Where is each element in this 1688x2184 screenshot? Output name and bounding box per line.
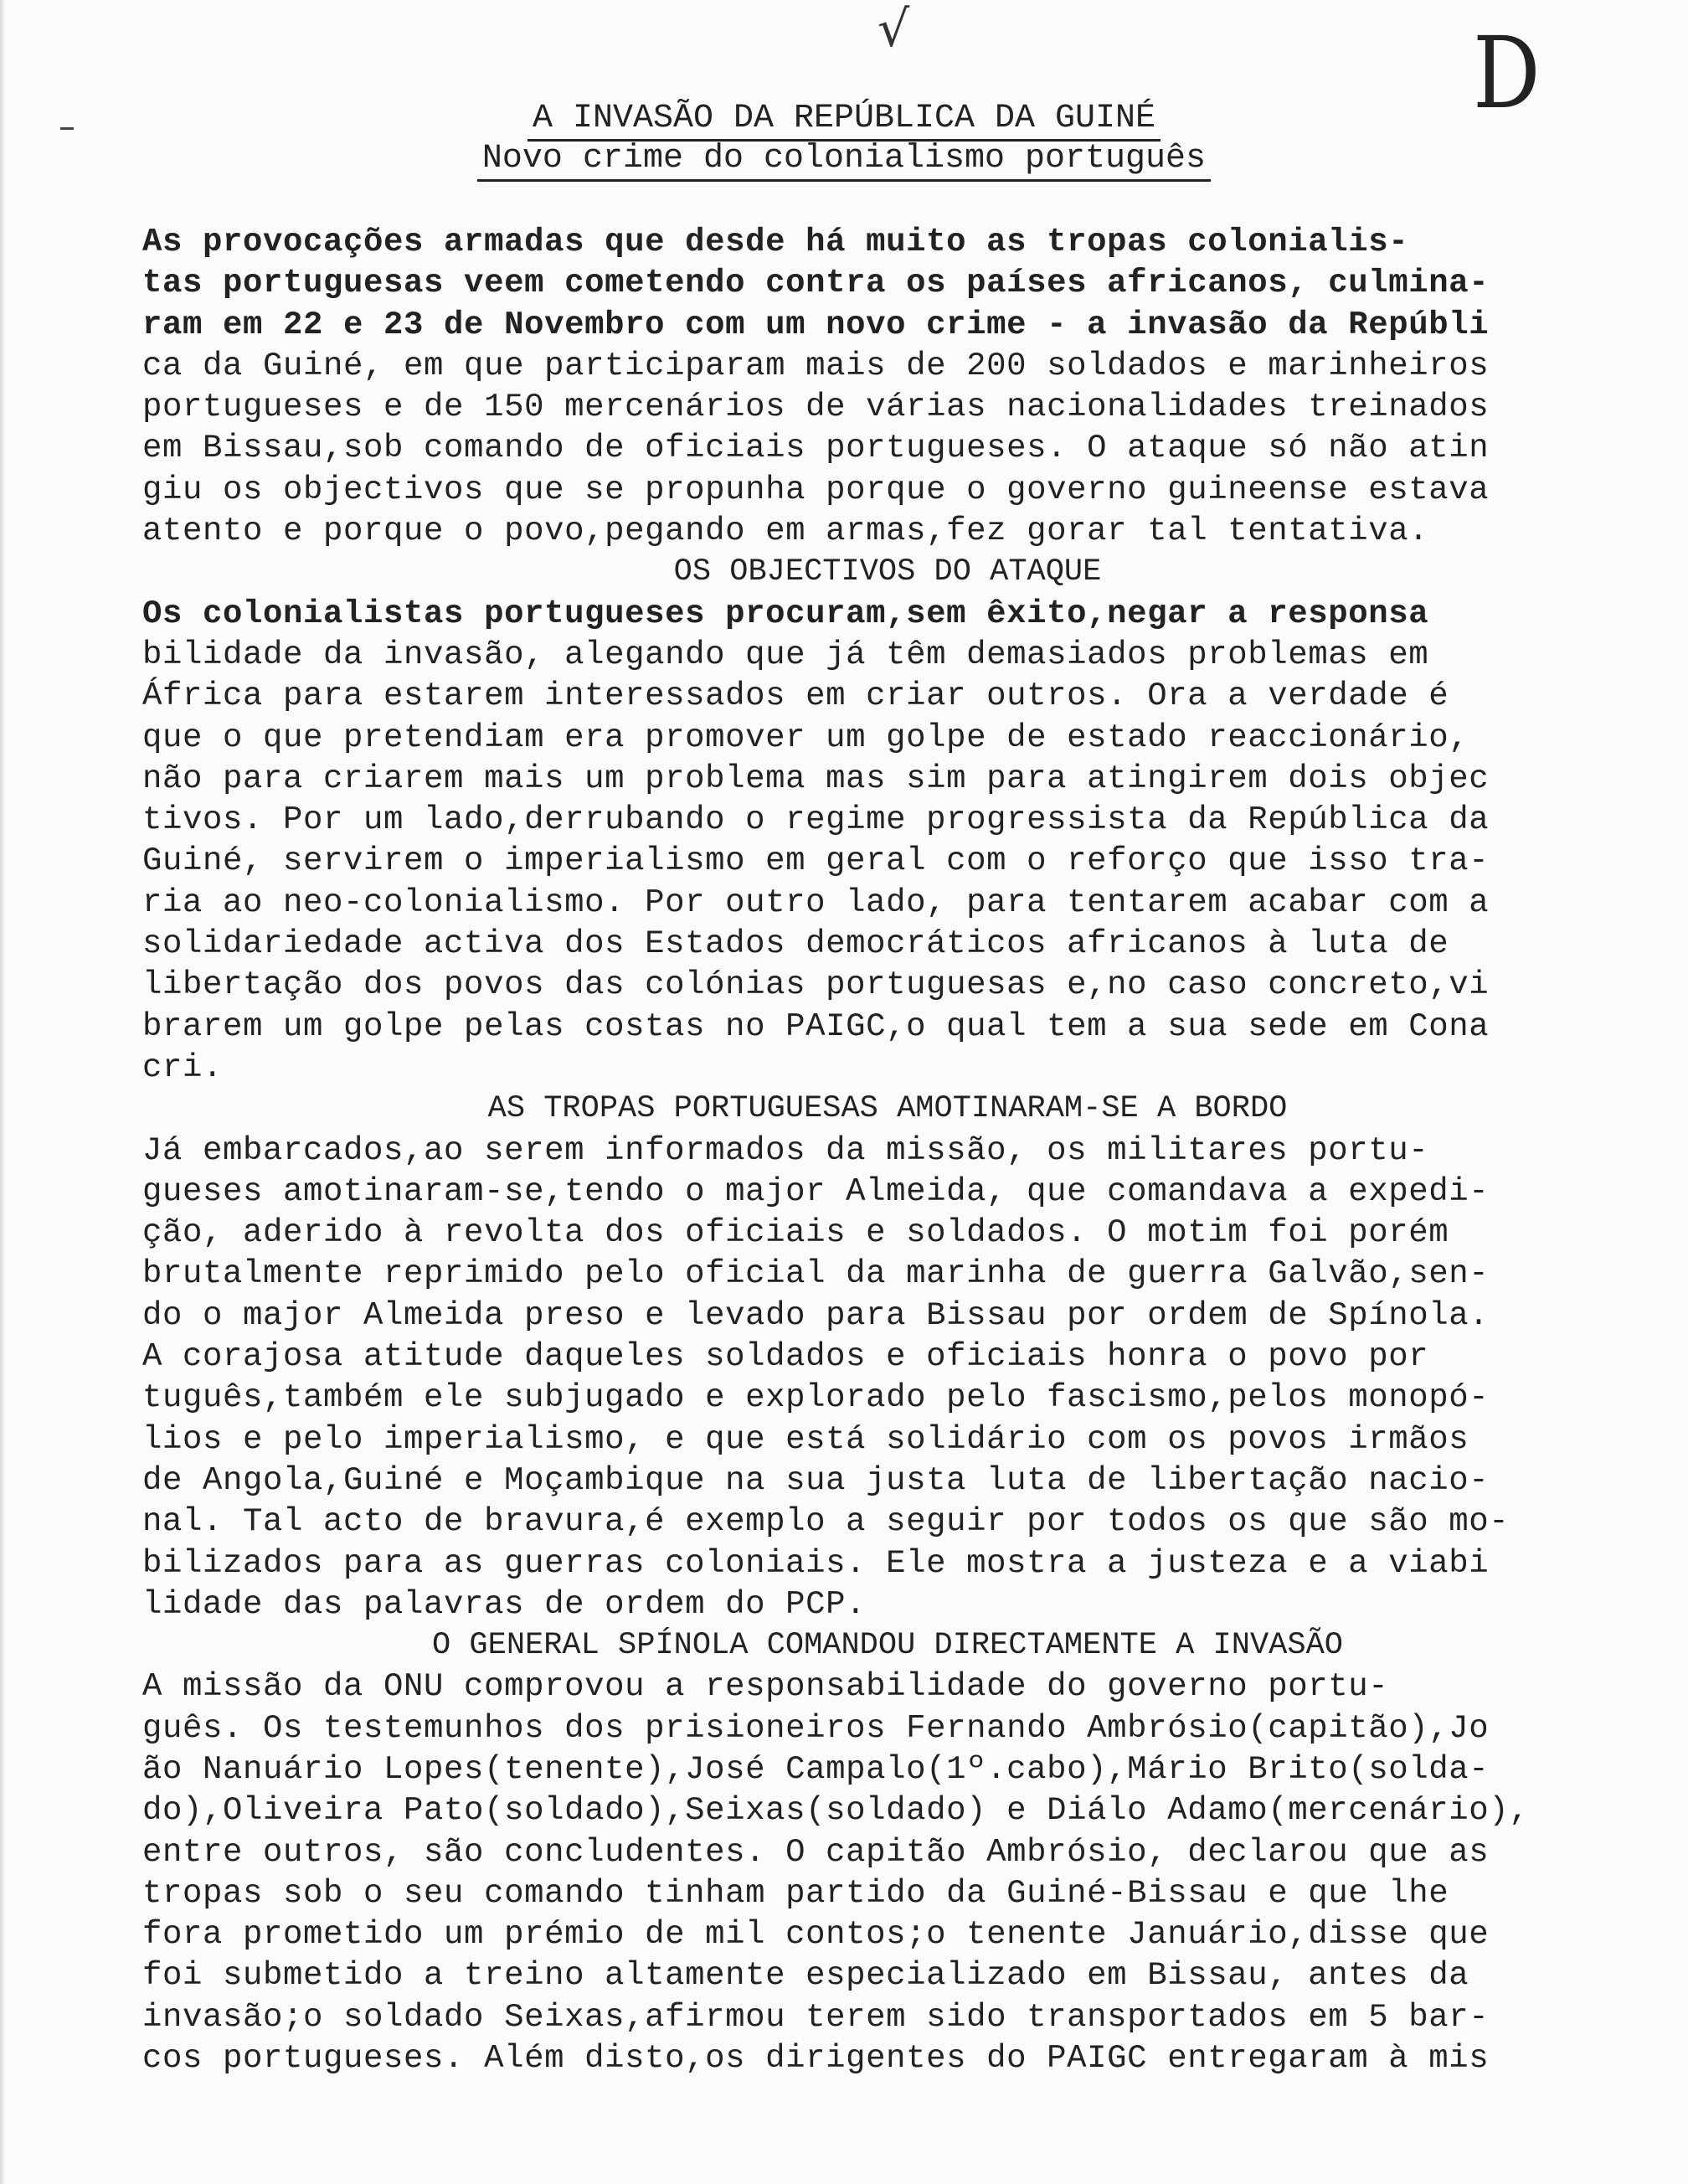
text-line: A corajosa atitude daqueles soldados e oficiais honra o povo por <box>142 1338 1429 1376</box>
text-line: As provocações armadas que desde há muito as tropas colonialis- <box>142 224 1409 260</box>
document-title-text: A INVASÃO DA REPÚBLICA DA GUINÉ <box>528 100 1160 142</box>
text-line: giu os objectivos que se propunha porque o governo guineense estava <box>142 471 1490 508</box>
text-line: invasão;o soldado Seixas,afirmou terem sido transportados em 5 bar- <box>142 1998 1490 2036</box>
text-line: nal. Tal acto de bravura,é exemplo a seguir por todos os que são mo- <box>142 1503 1510 1541</box>
text-line: portugueses e de 150 mercenários de várias nacionalidades treinados <box>142 389 1490 426</box>
text-line: não para criarem mais um problema mas sim para atingirem dois objec <box>142 760 1490 797</box>
text-line: libertação dos povos das colónias portuguesas e,no caso concreto,vi <box>142 966 1490 1004</box>
text-line: ram em 22 e 23 de Novembro com um novo crime - a invasão da Repúbli <box>142 306 1490 343</box>
text-line: guês. Os testemunhos dos prisioneiros Fernando Ambrósio(capitão),Jo <box>142 1709 1490 1747</box>
text-line: Guiné, servirem o imperialismo em geral com o reforço que isso tra- <box>142 842 1490 880</box>
text-line: tas portuguesas veem cometendo contra os países africanos, culmina- <box>142 265 1490 302</box>
text-line: Já embarcados,ao serem informados da missão, os militares portu- <box>142 1131 1429 1169</box>
scan-edge <box>0 0 5 2184</box>
text-line: ria ao neo-colonialismo. Por outro lado, para tentarem acabar com a <box>142 883 1490 921</box>
text-line: brarem um golpe pelas costas no PAIGC,o qual tem a sua sede em Cona <box>142 1007 1490 1045</box>
text-line: África para estarem interessados em criar outros. Ora a verdade é <box>142 677 1449 715</box>
text-line: ção, aderido à revolta dos oficiais e soldados. O motim foi porém <box>142 1214 1449 1252</box>
text-line: A missão da ONU comprovou a responsabilidade do governo portu- <box>142 1668 1389 1706</box>
text-line: que o que pretendiam era promover um golpe de estado reaccionário, <box>142 719 1469 756</box>
text-line: solidariedade activa dos Estados democráticos africanos à luta de <box>142 925 1449 963</box>
text-line: gueses amotinaram-se,tendo o major Almeida, que comandava a expedi- <box>142 1172 1490 1210</box>
text-line: tropas sob o seu comando tinham partido da Guiné-Bissau e que lhe <box>142 1874 1449 1912</box>
text-line: do o major Almeida preso e levado para Bissau por ordem de Spínola. <box>142 1296 1490 1334</box>
document-title <box>0 99 1688 139</box>
section-heading-objectives: OS OBJECTIVOS DO ATAQUE <box>673 554 1102 590</box>
text-line: do),Oliveira Pato(soldado),Seixas(soldado) e Diálo Adamo(mercenário), <box>142 1792 1530 1830</box>
text-line: entre outros, são concludentes. O capitão Ambrósio, declarou que as <box>142 1833 1490 1871</box>
text-line: cri. <box>142 1048 224 1086</box>
text-line: brutalmente reprimido pelo oficial da marinha de guerra Galvão,sen- <box>142 1255 1490 1293</box>
text-line: tivos. Por um lado,derrubando o regime progressista da República da <box>142 801 1490 839</box>
check-mark: √ <box>877 0 910 59</box>
section-heading-spinola: O GENERAL SPÍNOLA COMANDOU DIRECTAMENTE A INVASÃO <box>432 1628 1343 1664</box>
text-line: ão Nanuário Lopes(tenente),José Campalo(1º.cabo),Mário Brito(solda- <box>142 1750 1490 1788</box>
text-line: atento e porque o povo,pegando em armas,fez gorar tal tentativa. <box>142 513 1429 550</box>
text-line: lidade das palavras de ordem do PCP. <box>142 1585 867 1623</box>
article-body <box>142 222 1633 2079</box>
text-line: bilizados para as guerras coloniais. Ele mostra a justeza e a viabi <box>142 1544 1490 1582</box>
section-heading-mutiny: AS TROPAS PORTUGUESAS AMOTINARAM-SE A BORDO <box>487 1091 1288 1127</box>
text-line: ca da Guiné, em que participaram mais de 200 soldados e marinheiros <box>142 347 1490 384</box>
text-line: fora prometido um prémio de mil contos;o tenente Januário,disse que <box>142 1916 1490 1954</box>
text-line: lios e pelo imperialismo, e que está solidário com os povos irmãos <box>142 1420 1469 1458</box>
document-subtitle-text: Novo crime do colonialismo português <box>477 140 1211 182</box>
document-subtitle <box>0 139 1688 179</box>
text-line: foi submetido a treino altamente especializado em Bissau, antes da <box>142 1957 1469 1995</box>
text-line: em Bissau,sob comando de oficiais portugueses. O ataque só não atin <box>142 430 1490 467</box>
corner-letter-mark: D <box>1473 15 1541 131</box>
text-line: bilidade da invasão, alegando que já têm demasiados problemas em <box>142 636 1429 673</box>
text-line: cos portugueses. Além disto,os dirigentes do PAIGC entregaram à mis <box>142 2040 1490 2078</box>
text-line: Os colonialistas portugueses procuram,sem êxito,negar a responsa <box>142 595 1429 632</box>
text-line: de Angola,Guiné e Moçambique na sua justa luta de libertação nacio- <box>142 1461 1490 1499</box>
text-line: tuguês,também ele subjugado e explorado pelo fascismo,pelos monopó- <box>142 1379 1490 1417</box>
